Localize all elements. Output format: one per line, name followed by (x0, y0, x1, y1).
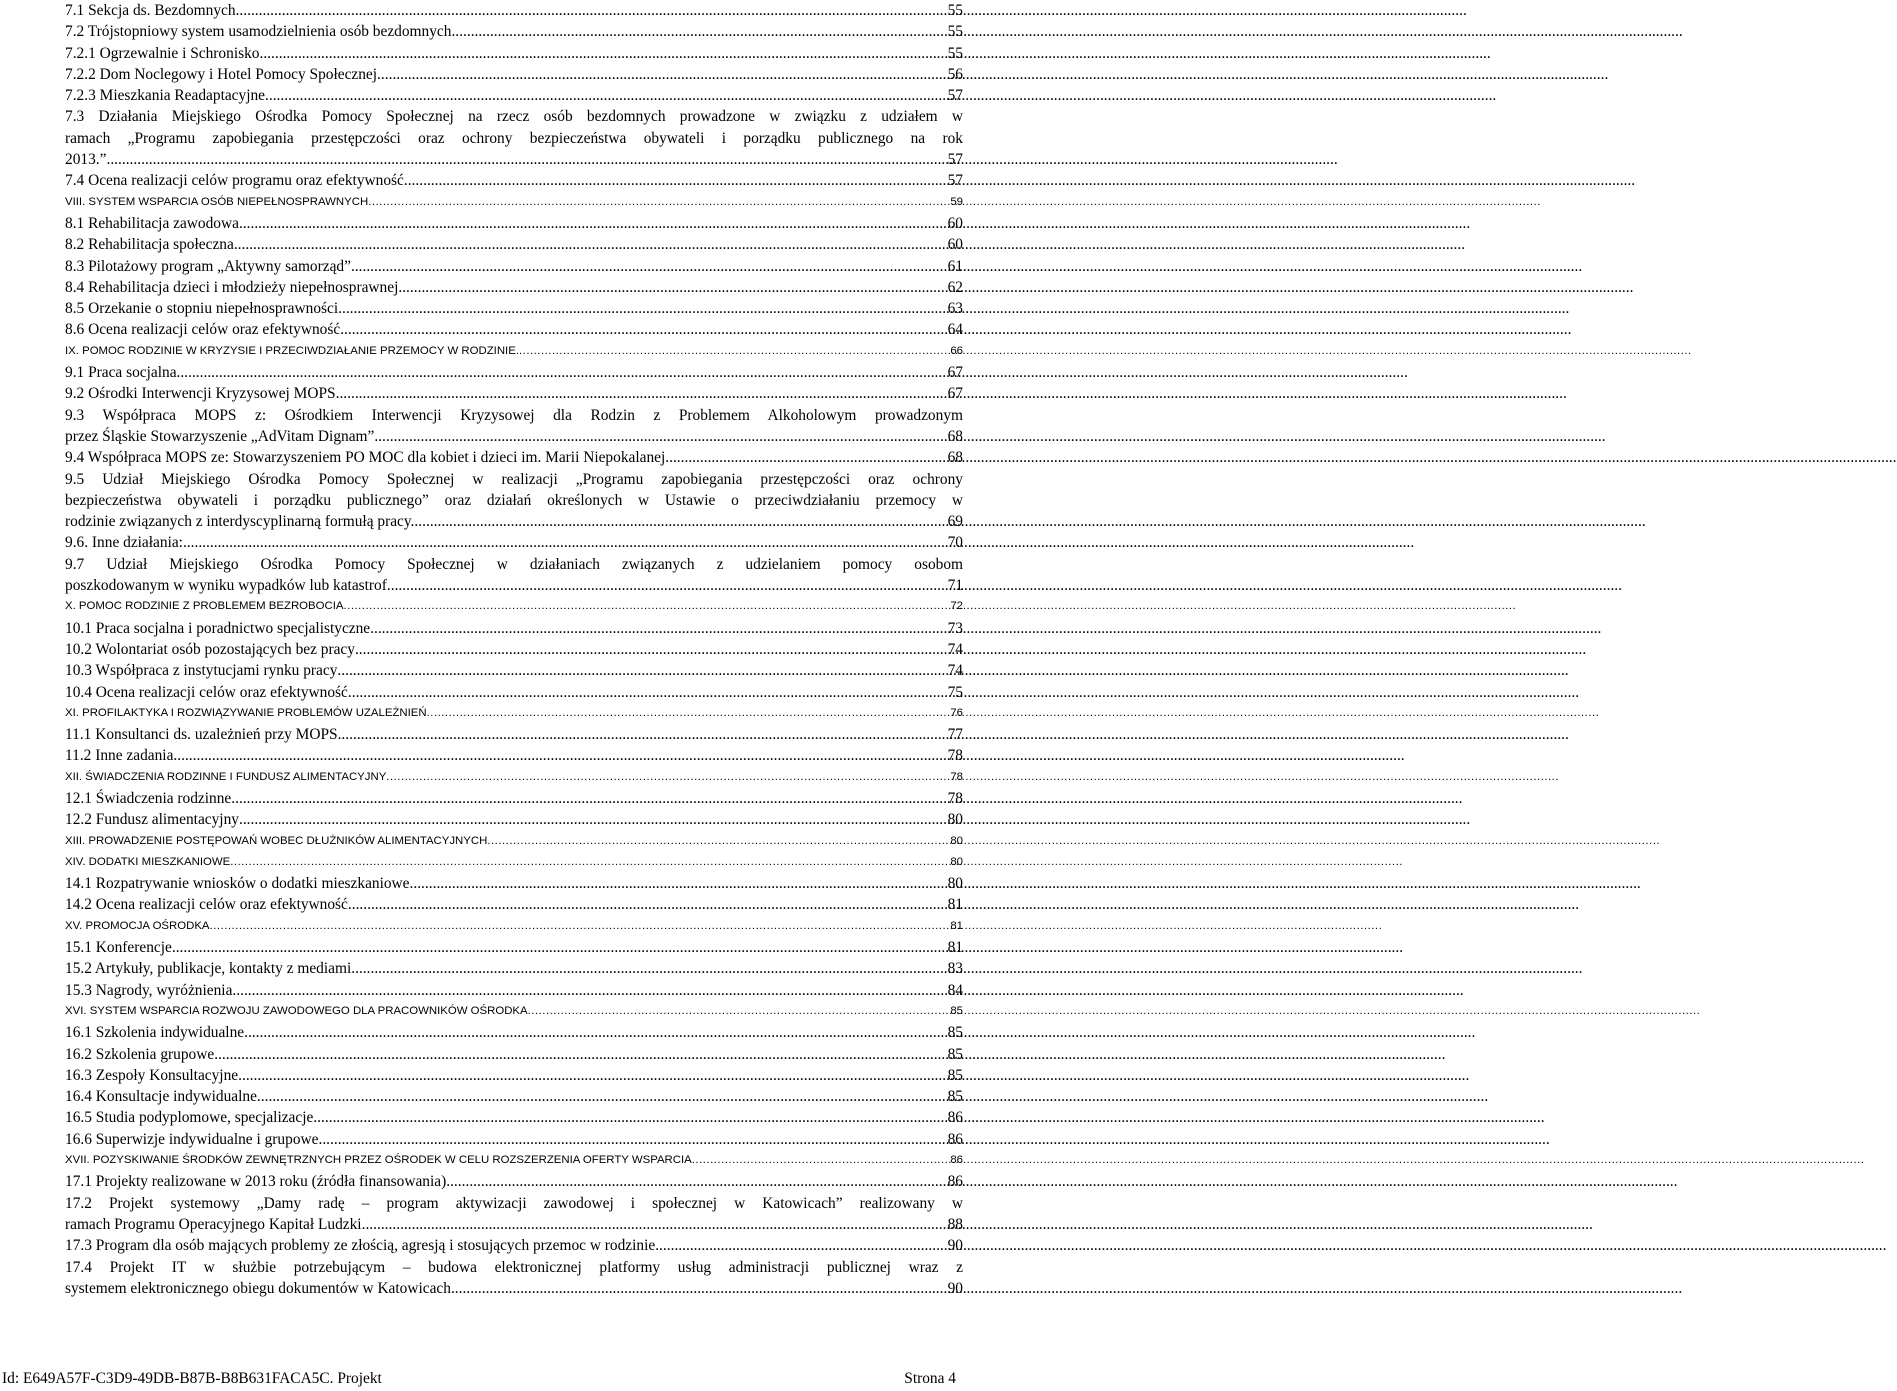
dot-leader (338, 298, 947, 319)
dot-leader (351, 256, 948, 277)
dot-leader (410, 873, 948, 894)
toc-page-number: 61 (947, 257, 963, 275)
toc-page-number: 85 (947, 1045, 963, 1063)
dot-leader (386, 767, 950, 788)
toc-page-number: 85 (947, 1024, 963, 1042)
toc-entry-text: 10.3 Współpraca z instytucjami rynku pracy (65, 662, 338, 680)
toc-entry[interactable] (65, 1086, 963, 1107)
toc-entry-text: 8.3 Pilotażowy program „Aktywny samorząd” (65, 257, 351, 275)
toc-entry[interactable] (65, 894, 963, 915)
toc-entry-text: 9.1 Praca socjalna (65, 364, 177, 382)
toc-entry-text: XII. ŚWIADCZENIA RODZINNE I FUNDUSZ ALIMENTACYJNY (65, 770, 387, 783)
toc-entry-text: XVI. SYSTEM WSPARCIA ROZWOJU ZAWODOWEGO DLA PRACOWNIKÓW OŚRODKA (65, 1004, 528, 1017)
dot-leader (265, 85, 948, 106)
toc-entry[interactable] (65, 319, 963, 340)
table-of-contents (65, 0, 963, 1299)
dot-leader (343, 596, 950, 617)
toc-entry[interactable] (65, 106, 963, 170)
toc-page-number: 81 (950, 919, 963, 932)
toc-page-number: 74 (947, 662, 963, 680)
toc-entry[interactable] (65, 1150, 963, 1171)
toc-entry[interactable] (65, 937, 963, 958)
toc-page-number: 80 (950, 834, 963, 847)
toc-entry[interactable] (65, 469, 963, 533)
dot-leader (318, 1129, 947, 1150)
toc-entry[interactable] (65, 383, 963, 404)
dot-leader (402, 277, 947, 298)
toc-entry-text: 16.2 Szkolenia grupowe (65, 1045, 215, 1063)
toc-page-number: 76 (950, 706, 963, 719)
toc-entry-text: 8.5 Orzekanie o stopniu niepełnosprawności (65, 300, 339, 318)
toc-page-number: 59 (950, 195, 963, 208)
toc-page-number: 70 (947, 534, 963, 552)
toc-page-number: 68 (947, 449, 963, 467)
page-number: Strona 4 (904, 1370, 956, 1387)
toc-entry-text: 9.7 Udział Miejskiego Ośrodka Pomocy Społecznej w działaniach związanych z udzielaniem pomocy osobom (65, 555, 963, 573)
toc-entry-text: 7.4 Ocena realizacji celów programu oraz efektywność (65, 172, 404, 190)
toc-entry[interactable] (65, 1044, 963, 1065)
toc-page-number: 60 (947, 214, 963, 232)
dot-leader (362, 1214, 948, 1235)
toc-entry[interactable] (65, 788, 963, 809)
dot-leader (239, 213, 948, 234)
toc-entry-text: 16.4 Konsultacje indywidualne (65, 1088, 257, 1106)
toc-entry[interactable] (65, 64, 963, 85)
toc-entry[interactable] (65, 234, 963, 255)
dot-leader (244, 1022, 948, 1043)
toc-entry[interactable] (65, 958, 963, 979)
toc-page-number: 77 (947, 726, 963, 744)
toc-entry[interactable] (65, 1193, 963, 1236)
dot-leader (446, 1171, 947, 1192)
toc-entry[interactable] (65, 1022, 963, 1043)
toc-page-number: 78 (947, 747, 963, 765)
dot-leader (351, 958, 947, 979)
toc-entry-text: 7.2.1 Ogrzewalnie i Schronisko (65, 44, 260, 62)
toc-page-number: 75 (947, 683, 963, 701)
dot-leader (451, 1278, 948, 1299)
dot-leader (232, 980, 947, 1001)
toc-entry[interactable] (65, 213, 963, 234)
toc-entry-text: 7.2.2 Dom Noclegowy i Hotel Pomocy Społecznej (65, 65, 378, 83)
toc-entry-text: ramach „Programu zapobiegania przestępczości oraz ochrony bezpieczeństwa obywateli i porządku publicznego na rok (65, 129, 963, 147)
toc-entry[interactable] (65, 256, 963, 277)
toc-entry-text: XI. PROFILAKTYKA I ROZWIĄZYWANIE PROBLEMÓW UZALEŻNIEŃ (65, 706, 427, 719)
dot-leader (336, 383, 948, 404)
toc-entry[interactable] (65, 43, 963, 64)
dot-leader (487, 831, 950, 852)
toc-entry[interactable] (65, 831, 963, 852)
toc-page-number: 90 (947, 1279, 963, 1297)
dot-leader (259, 43, 947, 64)
toc-entry[interactable] (65, 852, 963, 873)
toc-entry[interactable] (65, 1235, 963, 1256)
dot-leader (236, 0, 948, 21)
toc-page-number: 71 (947, 577, 963, 595)
toc-entry-text: 2013.” (65, 151, 107, 169)
toc-entry[interactable] (65, 767, 963, 788)
toc-page-number: 81 (947, 896, 963, 914)
toc-page-number: 74 (947, 640, 963, 658)
toc-entry-text: 10.1 Praca socjalna i poradnictwo specjalistyczne (65, 619, 371, 637)
toc-entry[interactable] (65, 1107, 963, 1128)
toc-entry[interactable] (65, 916, 963, 937)
toc-entry-text: XIV. DODATKI MIESZKANIOWE (65, 855, 231, 868)
toc-entry[interactable] (65, 1257, 963, 1300)
toc-entry-text: 8.1 Rehabilitacja zawodowa (65, 214, 239, 232)
toc-page-number: 86 (947, 1109, 963, 1127)
toc-page-number: 81 (947, 939, 963, 957)
toc-entry[interactable] (65, 554, 963, 597)
toc-entry-text: 14.2 Ocena realizacji celów oraz efektywność (65, 896, 348, 914)
toc-entry[interactable] (65, 724, 963, 745)
dot-leader (340, 319, 947, 340)
dot-leader (257, 1086, 948, 1107)
toc-page-number: 57 (947, 87, 963, 105)
dot-leader (348, 894, 948, 915)
toc-entry[interactable] (65, 277, 963, 298)
toc-entry-text: 9.4 Współpraca MOPS ze: Stowarzyszeniem PO MOC dla kobiet i dzieci im. Marii Niepokalanej (65, 449, 666, 467)
toc-entry-text: przez Śląskie Stowarzyszenie „AdVitam Dignam” (65, 427, 375, 445)
toc-entry-text: 16.5 Studia podyplomowe, specjalizacje (65, 1109, 314, 1127)
toc-page-number: 80 (947, 875, 963, 893)
toc-entry-text: 10.4 Ocena realizacji celów oraz efektywność (65, 683, 348, 701)
dot-leader (655, 1235, 947, 1256)
toc-entry[interactable] (65, 170, 963, 191)
dot-leader (374, 426, 947, 447)
toc-page-number: 88 (947, 1215, 963, 1233)
toc-entry-text: X. POMOC RODZINIE Z PROBLEMEM BEZROBOCIA (65, 600, 344, 613)
toc-entry-text: 9.6. Inne działania: (65, 534, 183, 552)
toc-entry-text: 16.6 Superwizje indywidualne i grupowe (65, 1130, 319, 1148)
toc-entry-text: 15.2 Artykuły, publikacje, kontakty z mediami (65, 960, 352, 978)
dot-leader (404, 170, 948, 191)
dot-leader (210, 916, 951, 937)
toc-entry[interactable] (65, 0, 963, 21)
toc-entry-text: 7.3 Działania Miejskiego Ośrodka Pomocy Społecznej na rzecz osób bezdomnych prowadzone w związku z udziałem w (65, 108, 963, 126)
toc-entry-text: 17.2 Projekt systemowy „Damy radę – program aktywizacji zawodowej i społecznej w Katowicach” realizowany w (65, 1194, 963, 1212)
toc-page-number: 63 (947, 300, 963, 318)
toc-entry[interactable] (65, 341, 963, 362)
toc-page-number: 69 (947, 513, 963, 531)
toc-entry-text: poszkodowanym w wyniku wypadków lub katastrof. (65, 577, 391, 595)
dot-leader (238, 1065, 947, 1086)
toc-page-number: 80 (950, 855, 963, 868)
toc-entry-text: 11.2 Inne zadania (65, 747, 174, 765)
dot-leader (106, 149, 947, 170)
toc-page-number: 55 (947, 2, 963, 19)
toc-entry[interactable] (65, 298, 963, 319)
toc-entry-text: 8.6 Ocena realizacji celów oraz efektywność (65, 321, 341, 339)
toc-entry[interactable] (65, 1171, 963, 1192)
toc-page-number: 85 (947, 1066, 963, 1084)
toc-entry[interactable] (65, 682, 963, 703)
dot-leader (451, 21, 947, 42)
toc-entry-text: 12.1 Świadczenia rodzinne (65, 789, 232, 807)
toc-entry[interactable] (65, 1001, 963, 1022)
toc-entry[interactable] (65, 85, 963, 106)
toc-entry-text: 7.2.3 Mieszkania Readaptacyjne (65, 87, 266, 105)
dot-leader (337, 660, 947, 681)
toc-page-number: 80 (947, 811, 963, 829)
dot-leader (234, 234, 948, 255)
toc-page-number: 57 (947, 151, 963, 169)
toc-entry-text: XVII. POZYSKIWANIE ŚRODKÓW ZEWNĘTRZNYCH PRZEZ OŚRODEK W CELU ROZSZERZENIA OFERTY WSPARCIA (65, 1154, 692, 1167)
toc-entry-text: 10.2 Wolontariat osób pozostających bez pracy (65, 640, 355, 658)
toc-page-number: 62 (947, 278, 963, 296)
toc-entry-text: 16.3 Zespoły Konsultacyjne (65, 1066, 239, 1084)
toc-entry[interactable] (65, 745, 963, 766)
document-id: Id: E649A57F-C3D9-49DB-B87B-B8B631FACA5C. Projekt (2, 1370, 382, 1387)
dot-leader (231, 788, 947, 809)
toc-entry[interactable] (65, 21, 963, 42)
dot-leader (665, 447, 947, 468)
toc-entry-text: 17.3 Program dla osób mających problemy ze złością, agresją i stosujących przemoc w rodzinie (65, 1237, 656, 1255)
toc-entry[interactable] (65, 362, 963, 383)
toc-entry-text: 17.4 Projekt IT w służbie potrzebującym – budowa elektronicznej platformy usług administracji publicznej wraz z (65, 1258, 963, 1276)
dot-leader (239, 809, 948, 830)
toc-page-number: 60 (947, 236, 963, 254)
toc-entry-text: 8.2 Rehabilitacja społeczna (65, 236, 234, 254)
toc-entry[interactable] (65, 1065, 963, 1086)
toc-page-number: 85 (950, 1004, 963, 1017)
dot-leader (355, 639, 948, 660)
toc-page-number: 78 (947, 789, 963, 807)
toc-entry-text: 15.3 Nagrody, wyróżnienia (65, 981, 233, 999)
toc-page-number: 86 (950, 1154, 963, 1167)
toc-page-number: 67 (947, 385, 963, 403)
toc-entry[interactable] (65, 703, 963, 724)
toc-entry[interactable] (65, 596, 963, 617)
toc-entry[interactable] (65, 192, 963, 213)
toc-entry-text: 9.3 Współpraca MOPS z: Ośrodkiem Interwencji Kryzysowej dla Rodzin z Problemem Alkoholowym prowadzonym (65, 406, 963, 424)
dot-leader (230, 852, 950, 873)
toc-entry[interactable] (65, 980, 963, 1001)
page-footer (0, 1370, 960, 1391)
dot-leader (414, 511, 947, 532)
toc-entry-text: 12.2 Fundusz alimentacyjny (65, 811, 239, 829)
toc-page-number: 68 (947, 427, 963, 445)
toc-entry-text: IX. POMOC RODZINIE W KRYZYSIE I PRZECIWDZIAŁANIE PRZEMOCY W RODZINIE. (65, 344, 519, 357)
toc-page-number: 84 (947, 981, 963, 999)
dot-leader (214, 1044, 947, 1065)
toc-entry-text: 8.4 Rehabilitacja dzieci i młodzieży niepełnosprawnej. (65, 278, 403, 296)
toc-entry-text: 14.1 Rozpatrywanie wniosków o dodatki mieszkaniowe (65, 875, 410, 893)
toc-entry-text: XV. PROMOCJA OŚRODKA (65, 919, 210, 932)
toc-page-number: 90 (947, 1237, 963, 1255)
toc-page-number: 67 (947, 364, 963, 382)
toc-entry[interactable] (65, 660, 963, 681)
toc-entry[interactable] (65, 1129, 963, 1150)
toc-entry-text: VIII. SYSTEM WSPARCIA OSÓB NIEPEŁNOSPRAWNYCH (65, 195, 369, 208)
toc-entry[interactable] (65, 618, 963, 639)
toc-entry-text: 16.1 Szkolenia indywidualne (65, 1024, 245, 1042)
dot-leader (313, 1107, 947, 1128)
toc-entry-text: systemem elektronicznego obiegu dokumentów w Katowicach (65, 1279, 451, 1297)
dot-leader (173, 745, 947, 766)
toc-entry-text: 11.1 Konsultanci ds. uzależnień przy MOPS (65, 726, 338, 744)
toc-page-number: 86 (947, 1130, 963, 1148)
toc-page-number: 83 (947, 960, 963, 978)
dot-leader (172, 937, 948, 958)
toc-page-number: 85 (947, 1088, 963, 1106)
toc-entry[interactable] (65, 873, 963, 894)
dot-leader (391, 575, 948, 596)
toc-entry-text: 9.5 Udział Miejskiego Ośrodka Pomocy Społecznej w realizacji „Programu zapobiegania przestępczości oraz ochrony (65, 470, 963, 488)
dot-leader (368, 192, 950, 213)
toc-entry[interactable] (65, 447, 963, 468)
dot-leader (427, 703, 951, 724)
toc-page-number: 86 (947, 1173, 963, 1191)
dot-leader (519, 341, 950, 362)
dot-leader (377, 64, 948, 85)
dot-leader (370, 618, 947, 639)
toc-page-number: 57 (947, 172, 963, 190)
toc-entry-text: bezpieczeństwa obywateli i porządku publicznego” oraz działań określonych w Ustawie o przeciwdziałaniu przemocy w (65, 491, 963, 509)
toc-entry[interactable] (65, 639, 963, 660)
toc-entry-text: 7.2 Trójstopniowy system usamodzielnienia osób bezdomnych (65, 23, 452, 41)
toc-page-number: 66 (950, 344, 963, 357)
toc-page-number: 55 (947, 44, 963, 62)
toc-page-number: 55 (947, 23, 963, 41)
toc-entry-text: ramach Programu Operacyjnego Kapitał Ludzki (65, 1215, 362, 1233)
toc-entry[interactable] (65, 405, 963, 448)
toc-entry-text: 9.2 Ośrodki Interwencji Kryzysowej MOPS (65, 385, 336, 403)
dot-leader (348, 682, 948, 703)
dot-leader (692, 1150, 951, 1171)
dot-leader (177, 362, 948, 383)
toc-entry-text: XIII. PROWADZENIE POSTĘPOWAŃ WOBEC DŁUŻNIKÓW ALIMENTACYJNYCH (65, 834, 488, 847)
toc-entry-text: 15.1 Konferencje (65, 939, 172, 957)
toc-entry[interactable] (65, 532, 963, 553)
toc-page-number: 72 (950, 600, 963, 613)
toc-page-number: 56 (947, 65, 963, 83)
dot-leader (338, 724, 948, 745)
dot-leader (183, 532, 948, 553)
toc-entry-text: rodzinie związanych z interdyscyplinarną formułą pracy. (65, 513, 415, 531)
toc-entry-text: 17.1 Projekty realizowane w 2013 roku (źródła finansowania) (65, 1173, 447, 1191)
toc-page-number: 78 (950, 770, 963, 783)
toc-entry[interactable] (65, 809, 963, 830)
toc-entry-text: 7.1 Sekcja ds. Bezdomnych (65, 2, 236, 19)
toc-page-number: 64 (947, 321, 963, 339)
dot-leader (528, 1001, 951, 1022)
toc-page-number: 73 (947, 619, 963, 637)
